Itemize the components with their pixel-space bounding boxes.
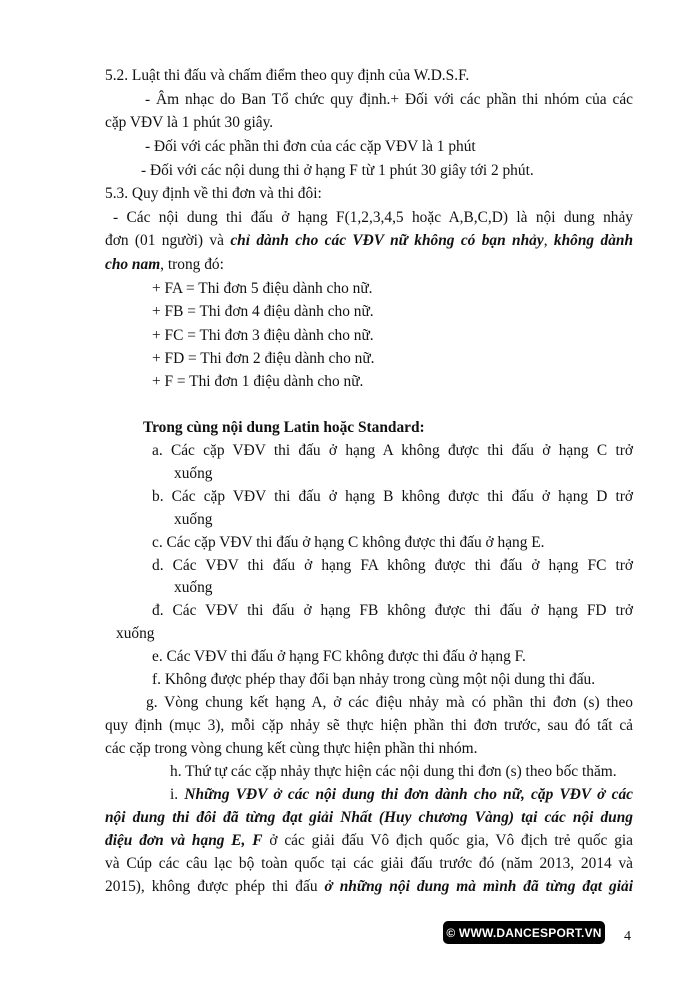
list-item: e. Các VĐV thi đấu ở hạng FC không được thi đấu ở hạng F. bbox=[152, 648, 526, 665]
list-item: a. Các cặp VĐV thi đấu ở hạng A không được thi đấu ở hạng C trở bbox=[152, 442, 633, 459]
paragraph-line: các cặp trong vòng chung kết cùng thực hiện phần thi nhóm. bbox=[105, 740, 478, 757]
list-item: g. Vòng chung kết hạng A, ở các điệu nhảy mà có phần thi đơn (s) theo bbox=[146, 694, 633, 711]
paragraph-line: điệu đơn và hạng E, F ở các giải đấu Vô địch quốc gia, Vô địch trẻ quốc gia bbox=[105, 832, 634, 849]
list-item: đ. Các VĐV thi đấu ở hạng FB không được thi đấu ở hạng FD trở bbox=[152, 602, 633, 619]
list-item-continuation: xuống bbox=[174, 465, 213, 482]
paragraph-line: - Các nội dung thi đấu ở hạng F(1,2,3,4,5 hoặc A,B,C,D) là nội dung nhảy bbox=[113, 209, 633, 226]
list-item: h. Thứ tự các cặp nhảy thực hiện các nội dung thi đơn (s) theo bốc thăm. bbox=[170, 763, 617, 780]
list-item: i. Những VĐV ở các nội dung thi đơn dành cho nữ, cặp VĐV ở các bbox=[170, 786, 633, 803]
list-item: f. Không được phép thay đổi bạn nhảy trong cùng một nội dung thi đấu. bbox=[152, 671, 596, 688]
paragraph-line: - Đối với các phần thi đơn của các cặp VĐV là 1 phút bbox=[145, 138, 476, 155]
section-5-2-heading: 5.2. Luật thi đấu và chấm điểm theo quy định của W.D.S.F. bbox=[105, 67, 470, 84]
website-watermark: © WWW.DANCESPORT.VN bbox=[443, 921, 605, 944]
list-item: + FA = Thi đơn 5 điệu dành cho nữ. bbox=[152, 280, 373, 297]
list-item: + FB = Thi đơn 4 điệu dành cho nữ. bbox=[152, 303, 374, 320]
paragraph-line: - Đối với các nội dung thi ở hạng F từ 1 phút 30 giây tới 2 phút. bbox=[141, 162, 534, 179]
list-item: d. Các VĐV thi đấu ở hạng FA không được thi đấu ở hạng FC trở bbox=[152, 557, 633, 574]
list-item-continuation: xuống bbox=[174, 511, 213, 528]
section-5-3-heading: 5.3. Quy định về thi đơn và thi đôi: bbox=[105, 185, 322, 202]
list-item-continuation: xuống bbox=[116, 625, 155, 642]
list-item: + F = Thi đơn 1 điệu dành cho nữ. bbox=[152, 373, 364, 390]
list-item-continuation: xuống bbox=[174, 579, 213, 596]
paragraph-line: - Âm nhạc do Ban Tổ chức quy định.+ Đối với các phần thi nhóm của các bbox=[145, 91, 633, 108]
paragraph-line: 2015), không được phép thi đấu ở những nội dung mà mình đã từng đạt giải bbox=[105, 878, 633, 895]
paragraph-line: nội dung thi đôi đã từng đạt giải Nhất (Huy chương Vàng) tại các nội dung bbox=[105, 809, 633, 826]
list-item: + FC = Thi đơn 3 điệu dành cho nữ. bbox=[152, 327, 374, 344]
subheading: Trong cùng nội dung Latin hoặc Standard: bbox=[143, 419, 425, 436]
list-item: b. Các cặp VĐV thi đấu ở hạng B không được thi đấu ở hạng D trở bbox=[152, 488, 633, 505]
page-number: 4 bbox=[624, 929, 631, 944]
paragraph-line: và Cúp các câu lạc bộ toàn quốc tại các giải đấu trước đó (năm 2013, 2014 và bbox=[105, 855, 633, 872]
paragraph-line: cho nam, trong đó: bbox=[105, 256, 224, 273]
list-item: + FD = Thi đơn 2 điệu dành cho nữ. bbox=[152, 350, 375, 367]
paragraph-line: quy định (mục 3), mỗi cặp nhảy sẽ thực hiện phần thi đơn trước, sau đó tất cả bbox=[105, 717, 633, 734]
paragraph-line: đơn (01 người) và chỉ dành cho các VĐV nữ không có bạn nhảy, không dành bbox=[105, 232, 634, 249]
list-item: c. Các cặp VĐV thi đấu ở hạng C không được thi đấu ở hạng E. bbox=[152, 534, 545, 551]
paragraph-line: cặp VĐV là 1 phút 30 giây. bbox=[105, 114, 274, 131]
